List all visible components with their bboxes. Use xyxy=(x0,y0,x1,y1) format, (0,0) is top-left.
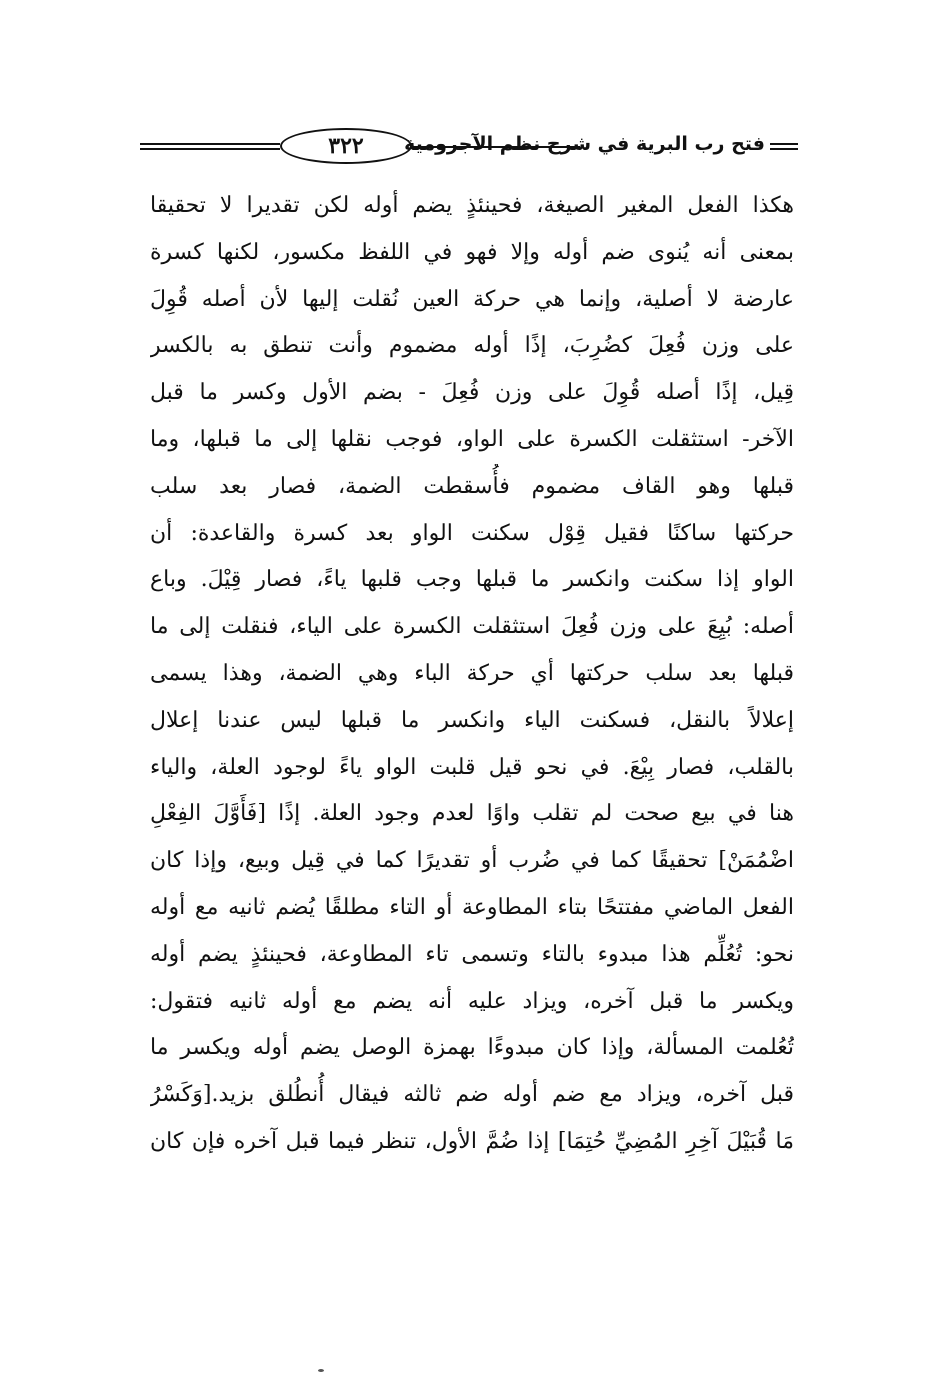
page-body xyxy=(150,183,794,1166)
text-line: تُعُلمت المسألة، وإذا كان مبدوءًا بهمزة الوصل يضم أوله ويكسر ما xyxy=(150,1035,794,1061)
header-rule xyxy=(770,148,798,150)
text-line: بالقلب، فصار بِيْعَ. في نحو قيل قلبت الواو ياءً لوجود العلة، والياء xyxy=(150,754,794,780)
text-line: قبلها بعد سلب حركتها أي حركة الباء وهي الضمة، وهذا يسمى xyxy=(150,660,794,686)
book-title: فتح رب البرية في شرح نظم الآجرومية xyxy=(404,133,765,155)
text-line: على وزن فُعِلَ كضُرِبَ، إذًا أوله مضموم وأنت تنطق به بالكسر xyxy=(150,333,794,359)
text-line: إعلالاً بالنقل، فسكنت الياء وانكسر ما قبلها ليس عندنا إعلال xyxy=(150,707,794,733)
text-line: قِيل، إذًا أصله قُوِلَ على وزن فُعِلَ - بضم الأول وكسر ما قبل xyxy=(150,380,794,406)
page-number: ٣٢٢ xyxy=(328,133,364,159)
text-line: اضْمُمَنْ] تحقيقًا كما في ضُرب أو تقديرًا كما في قِيل وبيع، وإذا كان xyxy=(150,848,794,874)
running-header xyxy=(120,120,800,168)
text-line: حركتها ساكنًا فقيل قِوْل سكنت الواو بعد كسرة والقاعدة: أن xyxy=(150,520,794,546)
text-line: قبل آخره، ويزاد مع ضم أوله ضم ثالثه فيقال أُنطُلق بزيد.[وَكَسْرُ xyxy=(150,1082,794,1108)
page-number-oval xyxy=(280,128,412,164)
text-line: نحو: تُعُلِّم هذا مبدوء بالتاء وتسمى تاء المطاوعة، فحينئذٍ يضم أوله xyxy=(150,941,794,967)
text-line: عارضة لا أصلية، وإنما هي حركة العين نُقلت إليها لأن أصله قُوِلَ xyxy=(150,286,794,312)
text-line: أصله: بُيِعَ على وزن فُعِلَ استثقلت الكسرة على الياء، فنقلت إلى ما xyxy=(150,614,794,640)
text-line: الواو إذا سكنت وانكسر ما قبلها وجب قلبها ياءً، فصار قِيْلَ. وباع xyxy=(150,567,794,593)
text-line: مَا قُبَيْلَ آخِرِ المُضِيِّ حُتِمَا] إذا ضُمَّ الأول، تنظر فيما قبل آخره فإن كان xyxy=(150,1128,794,1154)
text-line: بمعنى أنه يُنوى ضم أوله وإلا فهو في اللفظ مكسور، لكنها كسرة xyxy=(150,239,794,265)
text-line: الفعل الماضي مفتتحًا بتاء المطاوعة أو التاء مطلقًا يُضم ثانيه مع أوله xyxy=(150,894,794,920)
text-line: قبلها وهو القاف مضموم فأُسقطت الضمة، فصار بعد سلب xyxy=(150,473,794,499)
text-line: ويكسر ما قبل آخره، ويزاد عليه أنه يضم مع أوله ثانيه فتقول: xyxy=(150,988,794,1014)
text-line: الآخر- استثقلت الكسرة على الواو، فوجب نقلها إلى ما قبلها، وما xyxy=(150,426,794,452)
text-line: هنا في بيع صحت لم تقلب واوًا لعدم وجود العلة. إذًا [فَأَوَّلَ الفِعْلِ xyxy=(150,801,794,827)
header-rule xyxy=(140,148,280,150)
scan-speck xyxy=(318,1369,324,1372)
header-rule xyxy=(140,143,280,145)
text-line: هكذا الفعل المغير الصيغة، فحينئذٍ يضم أوله لكن تقديرا لا تحقيقا xyxy=(150,193,794,218)
header-rule xyxy=(770,143,798,145)
